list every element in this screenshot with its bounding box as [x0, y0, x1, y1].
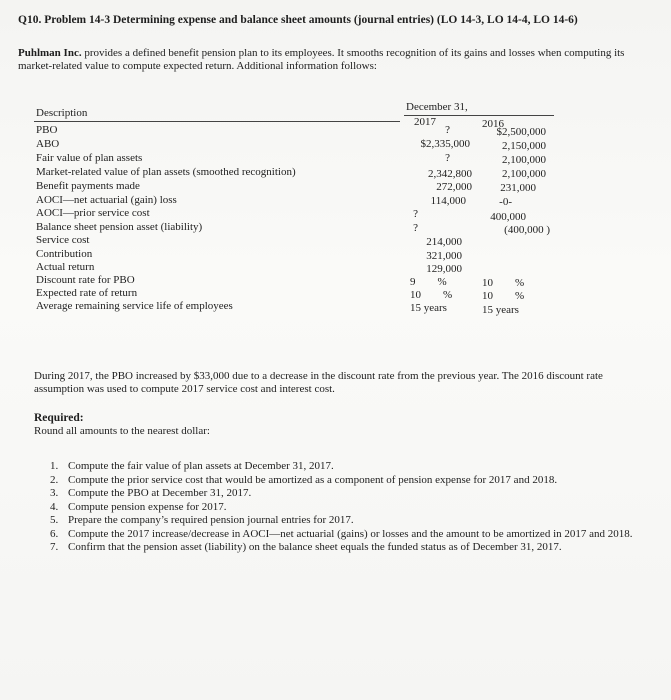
list-item: [50, 541, 640, 554]
problem-title: Q10. Problem 14-3 Determining expense and balance sheet amounts (journal entries) (LO 14-3, LO 14-4, LO 14-6): [18, 14, 578, 26]
description-divider: [34, 121, 400, 122]
item-text: Compute the fair value of plan assets at December 31, 2017.: [68, 460, 334, 472]
column-header-2017: 2017: [414, 116, 436, 128]
row-label: Benefit payments made: [36, 180, 140, 192]
row-value-2017: ?: [413, 208, 418, 220]
item-number: 5.: [50, 514, 59, 526]
row-value-2016: 10 %: [482, 290, 525, 302]
item-text: Compute the 2017 increase/decrease in AOCI—net actuarial (gains) or losses and the amount to be amortized in 2017 and 2018.: [68, 527, 633, 540]
item-text: Confirm that the pension asset (liability) on the balance sheet equals the funded status as of December 31, 2017.: [68, 541, 562, 553]
intro-text: provides a defined benefit pension plan to its employees. It smooths recognition of its gains and losses when computing its market-related value to compute expected return. Additional information follows:: [18, 47, 625, 72]
row-value-2017: ?: [445, 124, 450, 136]
row-value-2016: (400,000 ): [504, 224, 550, 236]
row-value-2016: 231,000: [500, 182, 536, 194]
row-value-2016: 2,150,000: [502, 140, 546, 152]
row-value-2017: 272,000: [436, 181, 472, 193]
row-value-2016: 2,100,000: [502, 154, 546, 166]
row-label: Contribution: [36, 248, 93, 260]
item-number: 4.: [50, 500, 59, 513]
december-header: December 31,: [406, 101, 468, 113]
row-label: AOCI—net actuarial (gain) loss: [36, 194, 177, 206]
row-label: AOCI—prior service cost: [36, 207, 150, 219]
item-text: Compute the PBO at December 31, 2017.: [68, 487, 252, 499]
rounding-note: Round all amounts to the nearest dollar:: [34, 425, 210, 437]
row-value-2017: ?: [445, 152, 450, 164]
row-label: PBO: [36, 124, 58, 136]
row-value-2017: 10 %: [410, 289, 453, 301]
list-item: [50, 460, 640, 473]
item-number: 2.: [50, 473, 59, 486]
item-text: Prepare the company’s required pension journal entries for 2017.: [68, 514, 354, 526]
list-item: [50, 501, 640, 514]
row-label: Market-related value of plan assets (smoothed recognition): [36, 166, 296, 178]
item-number: 1.: [50, 460, 59, 472]
item-number: 6.: [50, 527, 59, 540]
row-value-2016: 10 %: [482, 277, 525, 289]
row-value-2016: 400,000: [490, 211, 526, 223]
required-list: [50, 460, 640, 555]
row-label: Fair value of plan assets: [36, 152, 143, 164]
list-item: [50, 528, 640, 541]
row-label: ABO: [36, 138, 60, 150]
row-value-2016: 15 years: [482, 304, 519, 316]
row-value-2017: ?: [413, 222, 418, 234]
required-heading: Required:: [34, 412, 84, 424]
item-number: 7.: [50, 541, 59, 553]
column-header-2016: 2016: [482, 118, 504, 130]
row-label: Service cost: [36, 234, 90, 246]
item-text: Compute pension expense for 2017.: [68, 500, 227, 513]
row-value-2017: 9 %: [410, 276, 447, 288]
pbo-paragraph: During 2017, the PBO increased by $33,000 due to a decrease in the discount rate from the previous year. The 2016 discount rate assumption was used to compute 2017 service cost and interest cost.: [34, 370, 603, 395]
row-value-2017: $2,335,000: [420, 138, 470, 150]
row-label: Expected rate of return: [36, 287, 138, 299]
row-label: Discount rate for PBO: [36, 274, 135, 286]
item-text: Compute the prior service cost that would be amortized as a component of pension expense for 2017 and 2018.: [68, 473, 558, 486]
row-value-2017: 2,342,800: [428, 168, 472, 180]
company-name: Puhlman Inc.: [18, 47, 82, 59]
list-item: [50, 474, 640, 487]
row-value-2016: -0-: [499, 196, 512, 208]
intro-paragraph: [18, 47, 648, 73]
list-item: [50, 487, 640, 500]
row-value-2017: 15 years: [410, 302, 447, 314]
row-label: Average remaining service life of employees: [36, 300, 233, 312]
row-value-2016: 2,100,000: [502, 168, 546, 180]
row-value-2017: 321,000: [426, 250, 462, 262]
row-value-2017: 114,000: [430, 195, 466, 207]
row-value-2017: 129,000: [426, 263, 462, 275]
row-label: Balance sheet pension asset (liability): [36, 221, 203, 233]
row-value-2016: $2,500,000: [496, 126, 546, 138]
row-value-2017: 214,000: [426, 236, 462, 248]
list-item: [50, 514, 640, 527]
row-label: Actual return: [36, 261, 95, 273]
item-number: 3.: [50, 487, 59, 499]
description-header: Description: [36, 107, 88, 119]
